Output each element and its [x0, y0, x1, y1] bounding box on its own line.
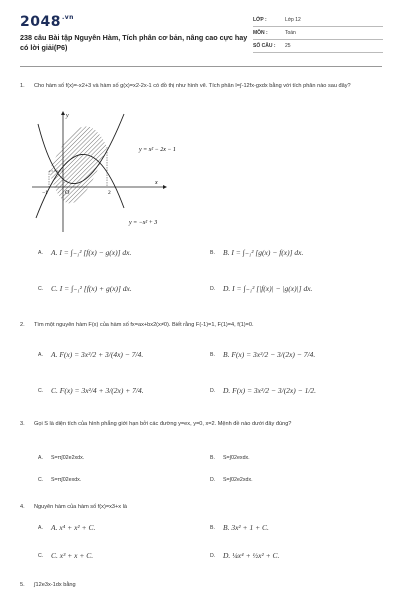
tick-label-neg1: −1: [42, 190, 48, 196]
option-label: A.: [38, 455, 43, 461]
function-graph: [28, 108, 188, 233]
option-label: C.: [38, 552, 44, 559]
option-text: D. I = ∫₋₁² [|f(x)| − |g(x)|] dx.: [223, 284, 313, 293]
meta-row-count: [253, 40, 383, 53]
question-text: Tìm một nguyên hàm F(x) của hàm số fx=ax+bx2(x≠0). Biết rằng F(-1)=1, F(1)=4, f(1)=0.: [34, 322, 254, 328]
option-text: S=π∫02exdx.: [51, 477, 82, 483]
option-4a[interactable]: [38, 523, 95, 532]
option-3d[interactable]: [210, 477, 253, 483]
option-2a[interactable]: [38, 350, 143, 359]
option-text: D. F(x) = 3x²/2 − 3/(2x) − 1/2.: [223, 386, 317, 395]
option-label: A.: [38, 249, 43, 256]
question-2: [20, 321, 382, 330]
question-text: ∫12e3x-1dx bằng: [34, 582, 76, 588]
tick-label-2: 2: [108, 190, 111, 196]
curve-g-label: y = x² − 2x − 1: [139, 147, 176, 153]
curve-f-label: y = −x² + 3: [129, 220, 158, 226]
option-1d[interactable]: [210, 284, 312, 293]
question-number: 1.: [20, 83, 25, 89]
option-label: B.: [210, 249, 215, 256]
option-text: S=∫02exdx.: [223, 455, 250, 461]
option-text: B. F(x) = 3x²/2 − 3/(2x) − 7/4.: [223, 350, 316, 359]
question-4: [20, 503, 382, 512]
option-4c[interactable]: [38, 551, 93, 560]
question-1: [20, 82, 382, 91]
meta-key: LỚP :: [253, 17, 267, 23]
question-number: 4.: [20, 504, 25, 510]
option-3c[interactable]: [38, 477, 81, 483]
meta-row-class: [253, 14, 383, 27]
option-text: C. F(x) = 3x²/4 + 3/(2x) + 7/4.: [51, 386, 144, 395]
meta-value: Toán: [285, 30, 296, 36]
option-label: C.: [38, 285, 44, 292]
meta-row-subject: [253, 27, 383, 40]
question-text: Cho hàm số f(x)=-x2+3 và hàm số g(x)=x2-2x-1 có đồ thị như hình vẽ. Tích phân I=∫-12fx-gxdx bằng với tích phân nào sau đây?: [34, 83, 351, 89]
meta-key: MÔN :: [253, 30, 268, 36]
option-text: C. I = ∫₋₁² [f(x) + g(x)] dx.: [51, 284, 132, 293]
meta-value: Lớp 12: [285, 17, 301, 23]
question-number: 3.: [20, 421, 25, 427]
option-text: D. ¼x⁴ + ½x² + C.: [223, 551, 280, 560]
y-axis-label: y: [66, 113, 69, 119]
option-label: D.: [210, 387, 216, 394]
document-meta: [253, 14, 383, 53]
option-text: A. I = ∫₋₁² [f(x) − g(x)] dx.: [51, 248, 132, 257]
option-label: B.: [210, 351, 215, 358]
option-label: C.: [38, 477, 44, 483]
question-5: [20, 581, 382, 590]
option-text: A. x⁴ + x² + C.: [51, 523, 96, 532]
option-text: S=∫02e2xdx.: [223, 477, 253, 483]
site-logo[interactable]: $2048^{.vn}$: [20, 14, 74, 30]
option-3a[interactable]: [38, 455, 84, 461]
option-label: A.: [38, 524, 43, 531]
option-1c[interactable]: [38, 284, 132, 293]
option-2b[interactable]: [210, 350, 315, 359]
question-number: 2.: [20, 322, 25, 328]
option-label: B.: [210, 455, 215, 461]
option-text: B. I = ∫₋₁² [g(x) − f(x)] dx.: [223, 248, 304, 257]
question-number: 5.: [20, 582, 25, 588]
option-label: B.: [210, 524, 215, 531]
x-axis-label: x: [155, 180, 158, 186]
option-text: S=π∫02e2xdx.: [51, 455, 85, 461]
option-label: A.: [38, 351, 43, 358]
option-2c[interactable]: [38, 386, 144, 395]
question-text: Gọi S là diện tích của hình phẳng giới hạn bởi các đường y=ex, y=0, x=2. Mệnh đề nào dưới đây đúng?: [34, 421, 292, 427]
meta-key: SỐ CÂU :: [253, 43, 276, 49]
origin-label: O: [65, 190, 70, 196]
option-1a[interactable]: [38, 248, 131, 257]
option-label: D.: [210, 285, 216, 292]
option-label: C.: [38, 387, 44, 394]
option-1b[interactable]: [210, 248, 303, 257]
meta-value: 25: [285, 43, 291, 49]
option-4b[interactable]: [210, 523, 269, 532]
question-text: Nguyên hàm của hàm số f(x)=x3+x là: [34, 504, 127, 510]
option-text: C. x³ + x + C.: [51, 551, 94, 560]
option-4d[interactable]: [210, 551, 279, 560]
header-divider: [20, 66, 382, 67]
option-2d[interactable]: [210, 386, 316, 395]
option-label: D.: [210, 477, 216, 483]
option-text: B. 3x² + 1 + C.: [223, 523, 269, 532]
y-axis-arrow-icon: [61, 111, 65, 115]
option-label: D.: [210, 552, 216, 559]
option-3b[interactable]: [210, 455, 250, 461]
document-title: 238 câu Bài tập Nguyên Hàm, Tích phân cơ bản, nâng cao cực hay có lời giải(P6): [20, 33, 248, 52]
x-axis-arrow-icon: [163, 185, 167, 189]
question-3: [20, 420, 382, 429]
option-text: A. F(x) = 3x²/2 + 3/(4x) − 7/4.: [51, 350, 144, 359]
